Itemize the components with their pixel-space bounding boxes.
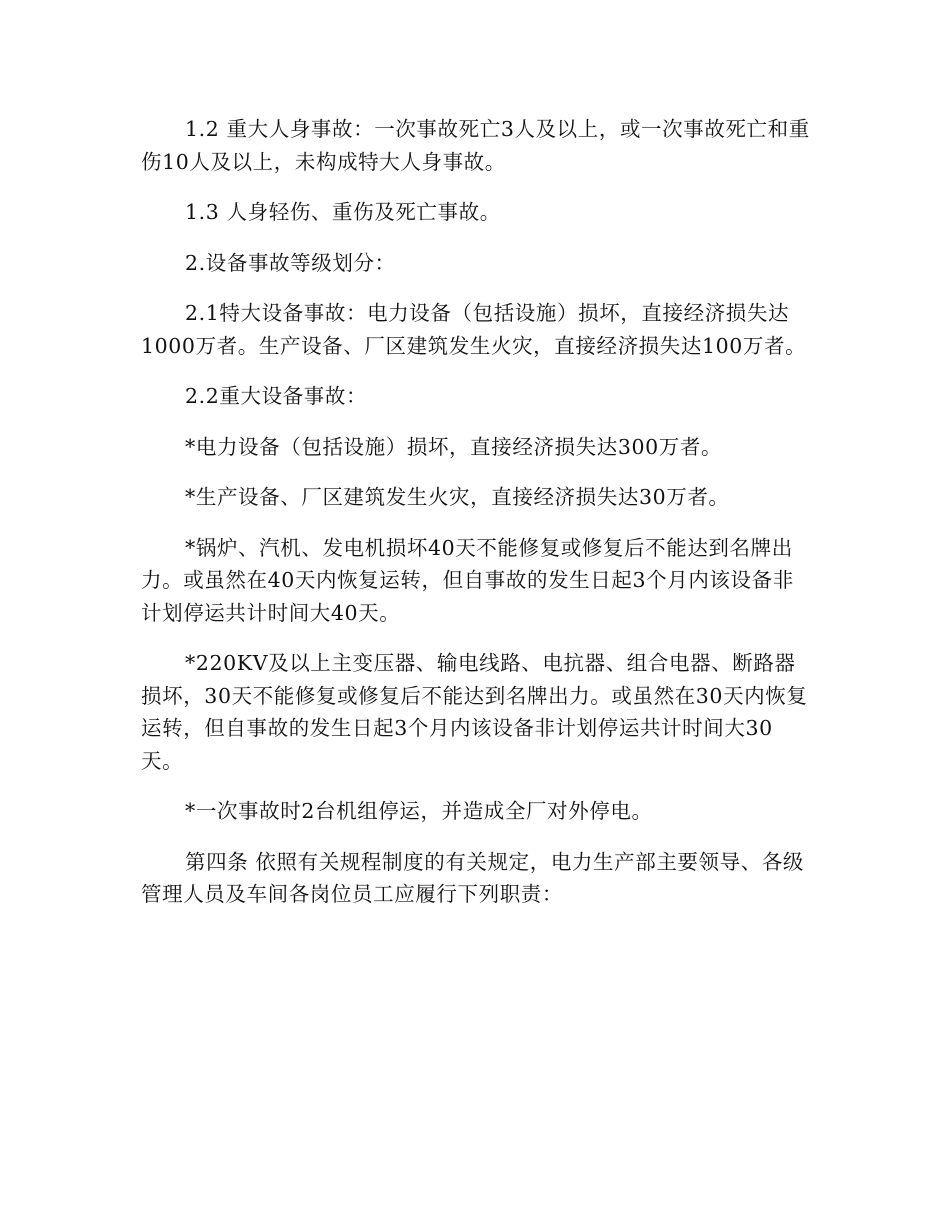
paragraph-2-equipment-accident-levels: 2.设备事故等级划分： [185, 250, 396, 275]
paragraph-2-1-extraordinary-equipment-accident: 2.1特大设备事故：电力设备（包括设施）损坏，直接经济损失达1000万者。生产设备、厂区建筑发生火灾，直接经济损失达100万者。 [141, 301, 807, 358]
paragraph-article-4: 第四条 依照有关规程制度的有关规定，电力生产部主要领导、各级管理人员及车间各岗位员工应履行下列职责： [141, 849, 805, 906]
bullet-two-units-outage: *一次事故时2台机组停运，并造成全厂对外停电。 [185, 799, 653, 823]
bullet-220kv-equipment: *220KV及以上主变压器、输电线路、电抗器、组合电器、断路器损坏，30天不能修复或修复后不能达到名牌出力。或虽然在30天内恢复运转，但自事故的发生日起3个月内该设备非计划停运共计时间大30天。 [141, 651, 808, 773]
bullet-fire-loss: *生产设备、厂区建筑发生火灾，直接经济损失达30万者。 [185, 485, 730, 509]
document-body [141, 113, 811, 929]
bullet-power-equipment-loss: *电力设备（包括设施）损坏，直接经济损失达300万者。 [185, 434, 723, 459]
paragraph-2-2-major-equipment-accident: 2.2重大设备事故： [185, 384, 368, 408]
bullet-boiler-turbine-generator: *锅炉、汽机、发电机损坏40天不能修复或修复后不能达到名牌出力。或虽然在40天内恢复运转，但自事故的发生日起3个月内该设备非计划停运共计时间大40天。 [141, 535, 794, 625]
paragraph-1-2-major-personal-accident: 1.2 重大人身事故：一次事故死亡3人及以上，或一次事故死亡和重伤10人及以上，未构成特大人身事故。 [141, 117, 810, 174]
paragraph-1-3-injury-death-accident: 1.3 人身轻伤、重伤及死亡事故。 [185, 200, 501, 224]
